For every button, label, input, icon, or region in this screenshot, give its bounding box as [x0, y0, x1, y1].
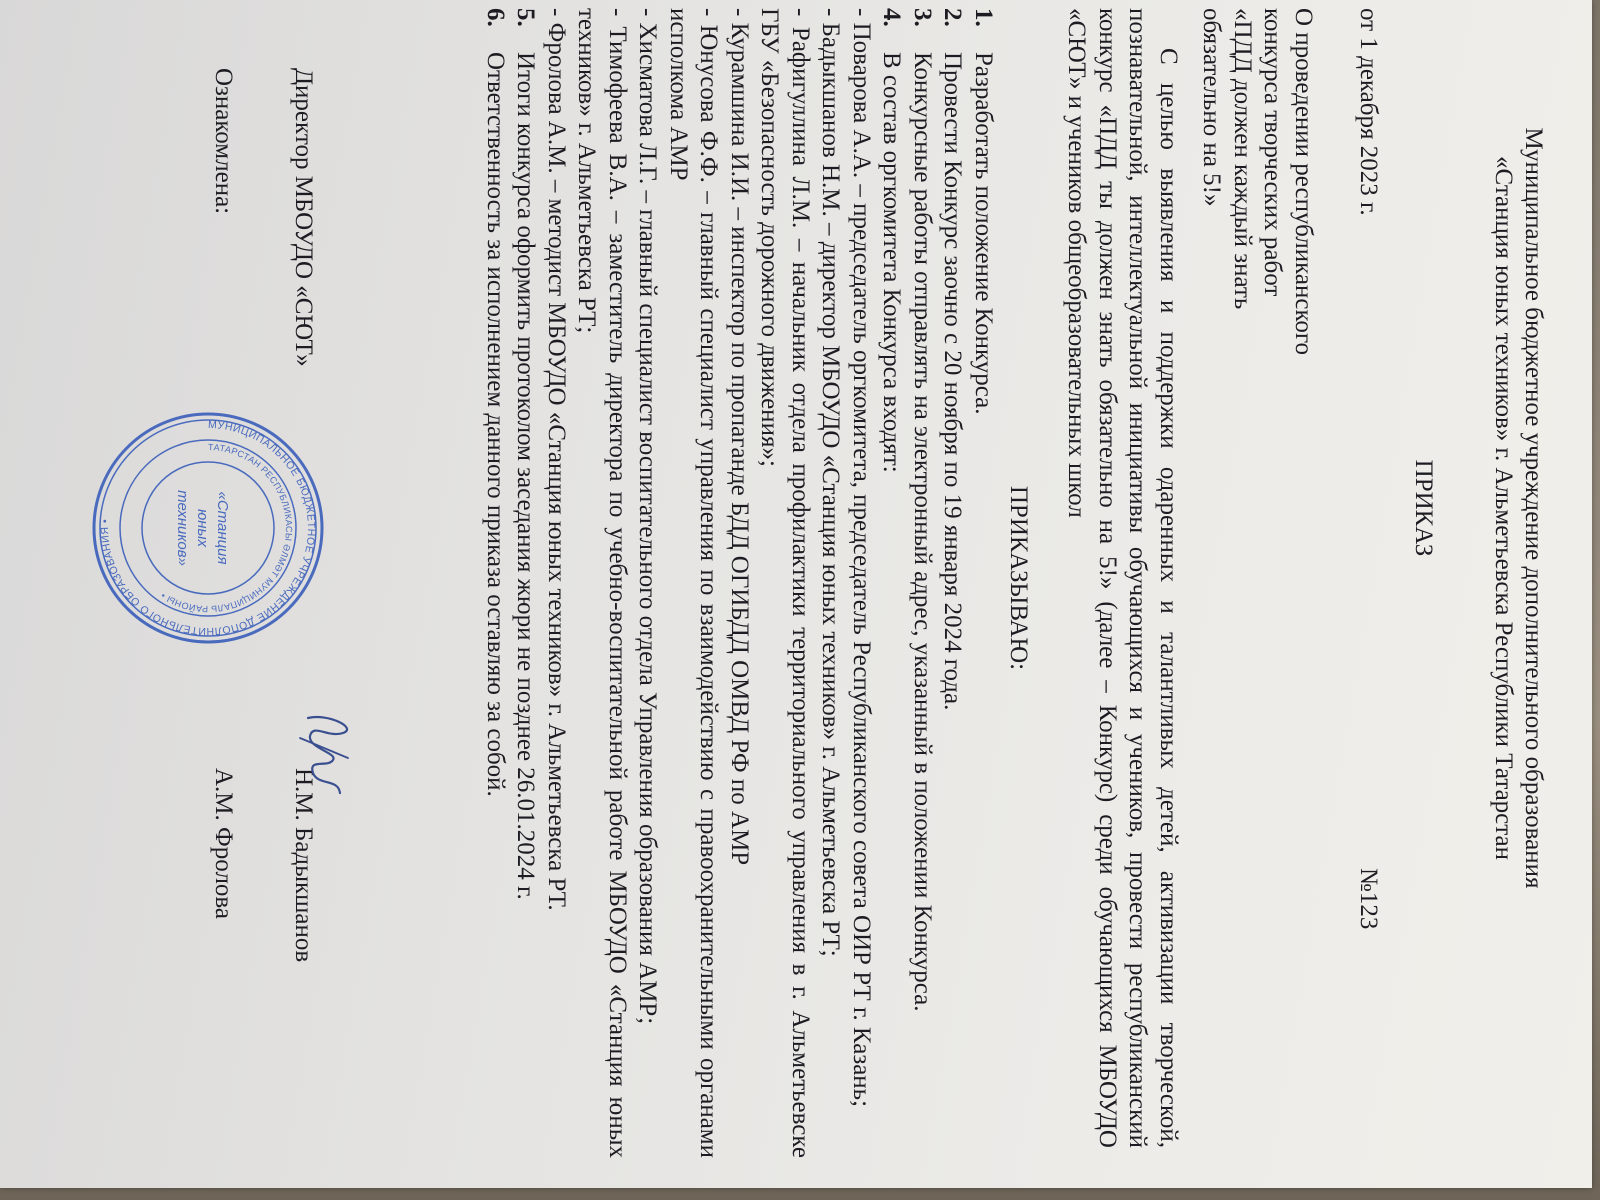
document-page	[78, 8, 1578, 1178]
item-text: Разработать положение Конкурса.	[970, 52, 997, 415]
item-number: 4.	[878, 8, 906, 27]
acknowledged-by-name: А.М. Фролова	[210, 768, 237, 920]
item-number: 5.	[512, 8, 540, 27]
committee-member	[815, 8, 846, 1158]
committee-member	[632, 8, 663, 1158]
order-date: от 1 декабря 2023 г.	[1355, 8, 1382, 216]
seal-inner-ring-text: ТАТАРСТАН РЕСПУБЛИКАСЫ ӘЛМӘТ МУНИЦИПАЛЬ РАЙОНЫ •	[158, 441, 295, 615]
item-text: - Поварова А.А. – председатель оргкомитета, председатель Республиканского совета ОИР РТ г. Казань;	[848, 8, 875, 1108]
item-text: В состав оргкомитета Конкурса входят:	[878, 52, 906, 473]
list-item	[968, 8, 999, 1158]
order-items-list	[480, 8, 999, 1158]
item-text: - Курамшина И.И. – инспектор по пропаганде БДД ОГИБДД ОМВД РФ по АМР	[726, 8, 753, 866]
item-text: - Бадыкшанов Н.М. – директор МБОУДО «Станция юных техников» г. Альметьевска РТ;	[817, 8, 845, 957]
committee-member	[724, 8, 755, 1158]
official-seal-stamp	[88, 408, 328, 648]
handwritten-signature	[288, 698, 368, 818]
item-text: Ответственность за исполнением данного приказа оставляю за собой.	[482, 52, 509, 797]
list-item	[876, 8, 907, 1158]
item-text: Конкурсные работы отправлять на электронный адрес, указанный в положении Конкурса.	[909, 52, 936, 1012]
item-text: Провести Конкурс заочно с 20 ноября по 19 января 2024 года.	[939, 52, 967, 711]
committee-member	[663, 8, 724, 1158]
order-subject	[1196, 8, 1318, 368]
committee-member	[571, 8, 632, 1158]
item-text: - Хисматова Л.Г. – главный специалист воспитательного отдела Управления образования АМР;	[634, 8, 662, 1025]
item-text: - Тимофеева В.А. – заместитель директора по учебно-воспитательной работе МБОУДО «Станция юных техников» г. Альметьевска РТ;	[573, 8, 631, 1158]
item-number: 3.	[909, 8, 936, 27]
subject-line: «ПДД должен каждый знать	[1229, 8, 1256, 310]
list-item	[907, 8, 938, 1158]
subject-line: О проведении республиканского	[1290, 8, 1317, 355]
seal-center-text: юных	[194, 508, 211, 548]
committee-member	[846, 8, 877, 1158]
preamble-paragraph: С целью выявления и поддержки одаренных и талантливых детей, активизации творческой, познавательной, интеллектуальной инициативы обучающихся и учеников, провести республиканский конкурс «ПДД ты должен знать обязательно на 5!» (далее – Конкурс) среди обучающихся МБОУДО «СЮТ» и учеников общеобразовательных школ	[1063, 8, 1182, 1148]
list-item	[510, 8, 541, 1158]
acknowledgement-label: Ознакомлена:	[210, 68, 237, 215]
order-number: №123	[1355, 868, 1382, 930]
seal-center-text: «Станция	[214, 491, 231, 565]
organization-name-line2: «Станция юных техников» г. Альметьевска Республики Татарстан	[1490, 155, 1517, 860]
list-item	[937, 8, 968, 1158]
organization-name-line1: Муниципальное бюджетное учреждение дополнительного образования	[1520, 127, 1547, 889]
item-text: - Рафигуллина Л.М. – начальник отдела профилактики территориального управления в г. Альметьевске ГБУ «Безопасность дорожного движения»;	[756, 8, 814, 1158]
seal-outer-ring-text: МУНИЦИПАЛЬНОЕ БЮДЖЕТНОЕ УЧРЕЖДЕНИЕ ДОПОЛНИТЕЛЬНОГО ОБРАЗОВАНИЯ •	[98, 418, 318, 638]
document-title: ПРИКАЗ	[1410, 459, 1437, 557]
orders-heading: ПРИКАЗЫВАЮ:	[1005, 485, 1032, 671]
list-item	[480, 8, 511, 1158]
item-number: 2.	[939, 8, 967, 27]
committee-member	[754, 8, 815, 1158]
item-number: 6.	[482, 8, 509, 27]
subject-line: обязательно на 5!»	[1198, 8, 1226, 207]
item-text: Итоги конкурса оформить протоколом заседания жюри не позднее 26.01.2024 г.	[512, 52, 540, 900]
director-name: Н.М. Бадыкшанов	[290, 768, 317, 963]
director-role: Директор МБОУДО «СЮТ»	[290, 68, 317, 367]
item-text: - Юнусова Ф.Ф. – главный специалист управления по взаимодействию с правоохранительными органами исполкома АМР	[665, 8, 723, 1158]
item-text: - Фролова А.М. – методист МБОУДО «Станция юных техников» г. Альметьевска РТ.	[543, 8, 570, 911]
item-number: 1.	[970, 8, 997, 27]
seal-center-text: техников»	[174, 490, 191, 566]
subject-line: конкурса творческих работ	[1259, 8, 1287, 297]
committee-member	[541, 8, 572, 1158]
